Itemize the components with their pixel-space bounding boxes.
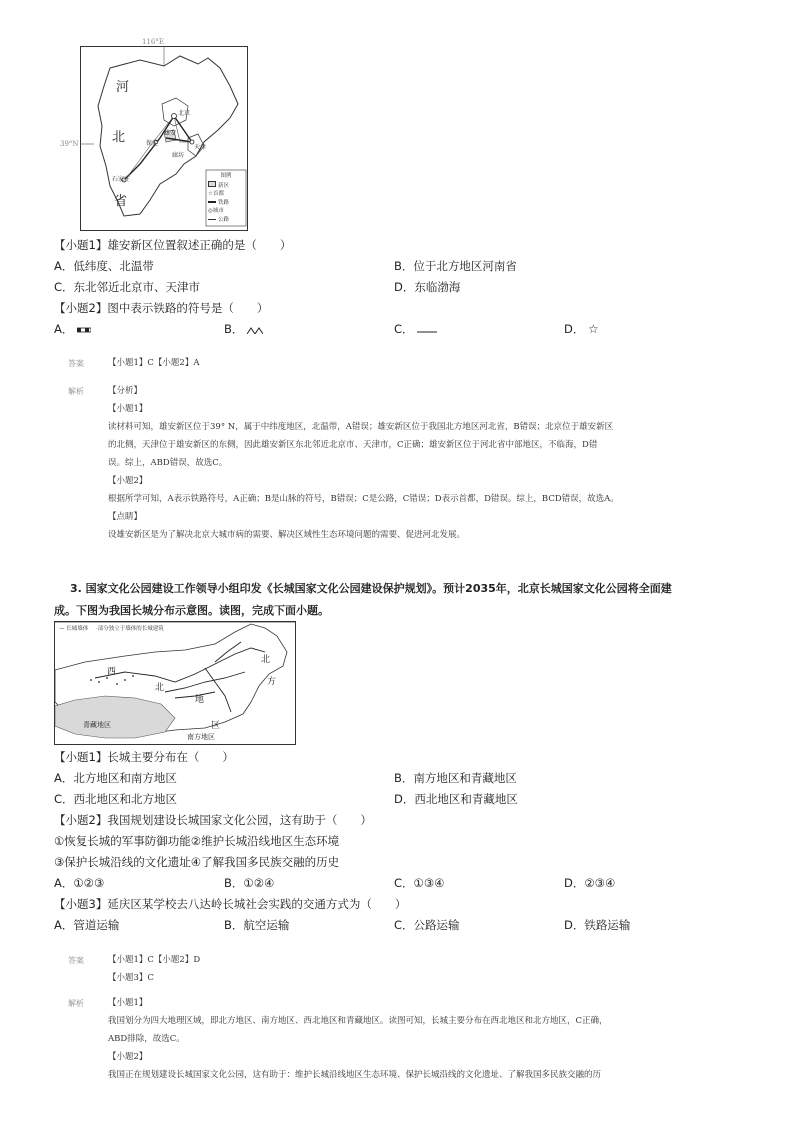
s1-answer-label: 答案 [68,359,84,368]
latitude-label: 39°N [60,140,79,148]
s2-intro-line-1: 3. 国家文化公园建设工作领导小组印发《长城国家文化公园建设保护规划》。预计2035年，北京长城国家文化公园将全面建 [70,582,672,595]
s2-q3-option-c: C．公路运输 [394,918,460,932]
map2-label-fang: 方 [267,677,277,687]
s2-q3-option-d: D．铁路运输 [564,918,631,932]
map2-label-bei2: 北 [261,655,271,665]
map2-label-qingzang: 青藏地区 [83,721,111,729]
highway-symbol-icon [417,327,437,333]
longitude-label: 116°E [142,38,164,46]
s2-answer-line: 【小题3】C [108,973,154,983]
s1-analysis-line: 【小题1】 [108,404,148,414]
s1-analysis-line: 【分析】 [108,386,143,396]
s1-q1-option-d: D．东临渤海 [394,280,461,294]
s2-answer-label: 答案 [68,956,84,965]
map1-legend [208,172,244,224]
s2-q2-option-a: A．①②③ [54,876,105,890]
s2-q2-line-2: ③保护长城沿线的文化遗址④了解我国多民族交融的历史 [54,855,340,869]
city-label-baoding: 保定 [146,140,159,147]
s2-q2-line-1: ①恢复长城的军事防御功能②维护长城沿线地区生态环境 [54,834,340,848]
s2-intro-line-2: 成。下图为我国长城分布示意图。读图，完成下面小题。 [54,604,329,617]
new-district-swatch-icon [208,181,216,187]
legend-item-railway: 铁路 [208,199,244,208]
city-label-shijiazhuang: 石家庄 [112,176,131,183]
s1-q1-option-b: B．位于北方地区河南省 [394,259,517,273]
s1-q2-option-d: D． ☆ [564,322,599,336]
s1-q2-stem: 【小题2】图中表示铁路的符号是（ ） [54,301,269,315]
map2-label-qu: 区 [211,721,221,731]
s2-analysis-label: 解析 [68,999,84,1008]
s2-analysis-line: ABD排除，故选C。 [108,1034,185,1044]
map2-label-nanfang: 南方地区 [187,733,215,741]
s1-analysis [108,382,619,544]
region-label-he: 河 [116,80,130,95]
s1-answer: 【小题1】C【小题2】A [108,358,200,368]
city-label-langfang: 廊坊 [172,152,185,159]
city-label-tianjin: 天津 [194,144,207,151]
s1-q2-option-c: C． [394,319,437,339]
city-label-beijing: 北京 [178,110,191,117]
map2-label-di: 地 [195,695,205,705]
mountain-symbol-icon [247,326,263,334]
s2-q1-option-c: C．西北地区和北方地区 [54,792,178,806]
s2-q1-option-d: D．西北地区和青藏地区 [394,792,518,806]
region-label-bei: 北 [112,130,126,145]
s1-q1-option-c: C．东北邻近北京市、天津市 [54,280,201,294]
s1-analysis-label: 解析 [68,387,84,396]
s1-analysis-line: 读材料可知，雄安新区位于39° N，属于中纬度地区，北温带，A错误；雄安新区位于我国北方地区河北省，B错误；北京位于雄安新区 [108,422,614,432]
s1-analysis-line: 设雄安新区是为了解决北京大城市病的需要、解决区域性生态环境问题的需要、促进河北发展。 [108,530,466,540]
s1-q2-option-b: B． [224,319,263,339]
s2-analysis-line: 【小题2】 [108,1052,148,1062]
legend-item-capital: ☆首都 [208,191,224,197]
railway-line-icon [208,201,216,203]
s2-q2-option-d: D．②③④ [564,876,616,890]
s2-q3-stem: 【小题3】延庆区某学校去八达岭长城社会实践的交通方式为（ ） [54,897,407,911]
region-label-sheng: 省 [114,194,128,209]
s2-analysis-line: 【小题1】 [108,998,148,1008]
s2-q2-option-c: C．①③④ [394,876,445,890]
s1-q1-stem: 【小题1】雄安新区位置叙述正确的是（ ） [54,238,292,252]
s1-analysis-line: 【点睛】 [108,512,143,522]
great-wall-map [54,621,296,745]
s2-q2-stem: 【小题2】我国规划建设长城国家文化公园，这有助于（ ） [54,813,372,827]
legend-building: ·部分独立于墙体的长城建筑 [96,626,164,632]
railway-symbol-icon [77,327,91,333]
map2-label-bei1: 北 [155,683,165,693]
s2-analysis-line: 我国划分为四大地理区域，即北方地区、南方地区、西北地区和青藏地区。读图可知，长城主要分布在西北地区和北方地区，C正确， [108,1016,608,1026]
map2-legend [59,624,164,632]
legend-title: 图例 [220,173,232,179]
city-dot-icon: ◎ [208,208,213,214]
s2-analysis-line: 我国正在规划建设长城国家文化公园，这有助于：维护长城沿线地区生态环境、保护长城沿线的文化遗址、了解我国多民族交融的历 [108,1070,602,1080]
s1-analysis-line: 误。综上，ABD错误，故选C。 [108,458,228,468]
highway-line-icon [208,219,216,220]
s2-q1-stem: 【小题1】长城主要分布在（ ） [54,750,234,764]
capital-star-option-icon: ☆ [588,322,599,336]
capital-star-icon: ☆ [208,191,213,197]
s1-analysis-line: 的北侧，天津位于雄安新区的东侧，因此雄安新区东北邻近北京市、天津市，C正确；雄安新区位于河北省中部地区，不临海，D错 [108,440,598,450]
legend-item-new-district: 新区 [208,181,244,191]
hebei-map [60,38,250,233]
map2-label-xi: 西 [107,667,117,677]
s2-q2-option-b: B．①②④ [224,876,275,890]
s2-analysis [108,994,608,1084]
s2-answer [108,951,200,987]
s2-q3-option-a: A．管道运输 [54,918,120,932]
s2-q1-option-b: B．南方地区和青藏地区 [394,771,517,785]
legend-item-city: ◎城市 [208,208,224,214]
s1-q1-option-a: A．低纬度、北温带 [54,259,154,273]
s2-q3-option-b: B．航空运输 [224,918,290,932]
city-label-xiongan: 雄安 [164,130,177,137]
s1-analysis-line: 【小题2】 [108,476,148,486]
s1-analysis-line: 根据所学可知，A表示铁路符号，A正确；B是山脉的符号，B错误；C是公路，C错误；D表示首都，D错误。综上，BCD错误，故选A。 [108,494,619,504]
s1-q2-option-a: A． [54,319,91,339]
s2-answer-line: 【小题1】C【小题2】D [108,955,201,965]
legend-wall: — 长城墙体 [59,626,89,632]
s2-q1-option-a: A．北方地区和南方地区 [54,771,177,785]
legend-item-highway: 公路 [208,216,244,225]
